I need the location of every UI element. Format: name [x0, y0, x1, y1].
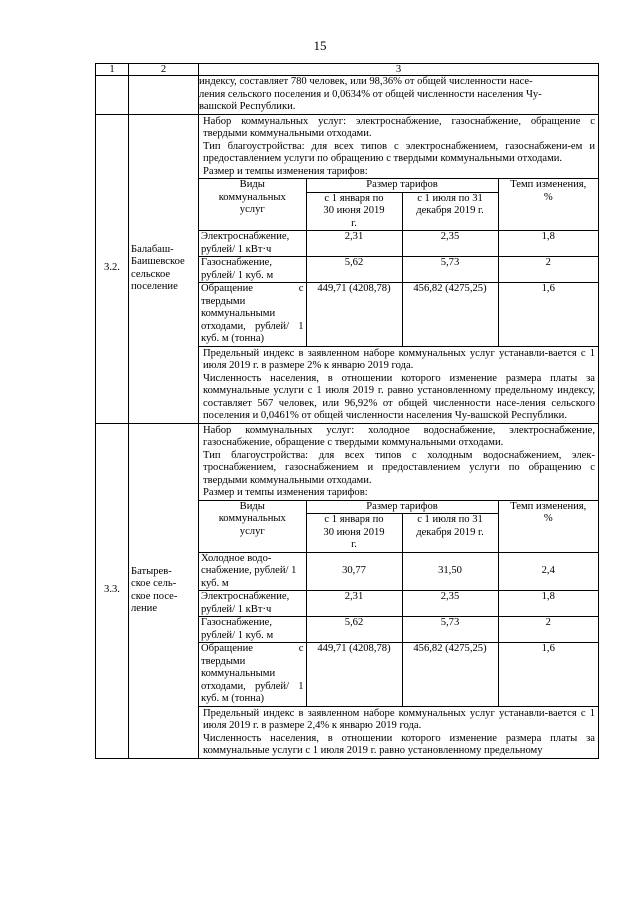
- settlement-name-line: Батырев-: [131, 565, 172, 577]
- continuation-line: ления сельского поселения и 0,0634% от общей численности населения Чу-: [199, 88, 542, 100]
- tariff-header-size: Размер тарифов: [306, 179, 498, 193]
- tariff-rate: 1,8: [498, 591, 598, 617]
- settlement-name: [129, 423, 199, 758]
- tariff-period-1: 2,31: [306, 591, 402, 617]
- tariff-header-kind: Виды коммунальных услуг: [199, 500, 306, 552]
- settlement-name-line: ское посе-: [131, 590, 178, 602]
- tariff-header-period-2: с 1 июля по 31 декабря 2019 г.: [402, 514, 498, 553]
- row-3-2: [96, 114, 599, 423]
- document-table: [95, 63, 599, 759]
- settlement-name: [129, 114, 199, 423]
- tariff-rate: 1,6: [498, 283, 598, 347]
- tariff-header-kind: Виды коммунальных услуг: [199, 179, 306, 231]
- tariff-table: [199, 178, 598, 347]
- tariff-row: [199, 283, 598, 347]
- tariff-period-2: 456,82 (4275,25): [402, 643, 498, 707]
- tariff-period-2: 456,82 (4275,25): [402, 283, 498, 347]
- limit-index-text: Предельный индекс в заявленном наборе коммунальных услуг устанавли-вается с 1 июля 2019 г. в размере 2% к январю 2019 года.: [203, 347, 595, 371]
- improvement-type: Тип благоустройства: для всех типов с холодным водоснабжением, элек-троснабжением, газоснабжением и предоставлением услуги по обращению с твердыми коммунальными отходами.: [203, 449, 595, 486]
- tariff-period-2: 2,35: [402, 231, 498, 257]
- tariff-header-period-1: с 1 января по 30 июня 2019 г.: [306, 192, 402, 231]
- tariff-row: [199, 591, 598, 617]
- population-text: Численность населения, в отношении которого изменение размера платы за коммунальные услуги с 1 июля 2019 г. равно установленному предельному индексу, составляет 567 человек, или 96,92% от общей численности насе-ления сельского поселения и 0,0461% от общей численности населения Чу-вашской Республики.: [203, 372, 595, 421]
- tariff-kind: Газоснабжение, рублей/ 1 куб. м: [199, 617, 306, 643]
- row-content: [199, 114, 599, 423]
- tariff-period-2: 5,73: [402, 257, 498, 283]
- tariff-kind: Обращение с твердыми коммунальными отходами, рублей/ 1 куб. м (тонна): [199, 283, 306, 347]
- row-content: [199, 423, 599, 758]
- continuation-line: индексу, составляет 780 человек, или 98,36% от общей численности насе-: [199, 76, 533, 87]
- settlement-name-line: Балабаш-: [131, 243, 174, 255]
- page-number: 15: [313, 38, 327, 53]
- tariff-header-size: Размер тарифов: [306, 500, 498, 514]
- population-text: Численность населения, в отношении которого изменение размера платы за коммунальные услуги с 1 июля 2019 г. равно установленному предельному: [203, 732, 595, 756]
- settlement-name-line: сельское: [131, 268, 171, 280]
- settlement-name-line: ление: [131, 603, 158, 614]
- tariff-period-1: 449,71 (4208,78): [306, 643, 402, 707]
- tariff-rate: 2,4: [498, 552, 598, 591]
- services-set: Набор коммунальных услуг: электроснабжение, газоснабжение, обращение с твердыми коммунальными отходами.: [203, 115, 595, 139]
- tariff-table: [199, 500, 598, 707]
- header-row: [96, 64, 599, 76]
- continuation-line: вашской Республики.: [199, 101, 296, 112]
- tariff-rate: 1,6: [498, 643, 598, 707]
- tariff-rate: 2: [498, 617, 598, 643]
- tariff-period-2: 31,50: [402, 552, 498, 591]
- tariff-period-1: 449,71 (4208,78): [306, 283, 402, 347]
- tariff-period-1: 5,62: [306, 257, 402, 283]
- tariff-caption: Размер и темпы изменения тарифов:: [203, 487, 368, 498]
- tariff-row: [199, 231, 598, 257]
- tariff-row: [199, 552, 598, 591]
- settlement-name-line: поселение: [131, 281, 178, 292]
- header-col-3: 3: [199, 64, 599, 76]
- header-col-2: 2: [129, 64, 199, 76]
- tariff-period-1: 30,77: [306, 552, 402, 591]
- tariff-kind: Газоснабжение, рублей/ 1 куб. м: [199, 257, 306, 283]
- tariff-period-2: 5,73: [402, 617, 498, 643]
- tariff-period-1: 2,31: [306, 231, 402, 257]
- tariff-period-2: 2,35: [402, 591, 498, 617]
- tariff-row: [199, 257, 598, 283]
- header-col-1: 1: [96, 64, 129, 76]
- row-3-3: [96, 423, 599, 758]
- tariff-caption: Размер и темпы изменения тарифов:: [203, 165, 368, 177]
- tariff-rate: 2: [498, 257, 598, 283]
- improvement-type: Тип благоустройства: для всех типов с электроснабжением, газоснабжени-ем и предоставлением услуги по обращению с твердыми коммунальными отходами.: [203, 140, 595, 164]
- tariff-kind: Электроснабжение, рублей/ 1 кВт·ч: [199, 591, 306, 617]
- tariff-kind: Электроснабжение, рублей/ 1 кВт·ч: [199, 231, 306, 257]
- settlement-name-line: ское сель-: [131, 578, 177, 589]
- tariff-header-rate: Темп изменения, %: [498, 179, 598, 231]
- tariff-header-period-2: с 1 июля по 31 декабря 2019 г.: [402, 192, 498, 231]
- tariff-kind: Обращение с твердыми коммунальными отходами, рублей/ 1 куб. м (тонна): [199, 643, 306, 707]
- services-set: Набор коммунальных услуг: холодное водоснабжение, электроснабжение, газоснабжение, обращение с твердыми коммунальными отходами.: [203, 424, 595, 448]
- tariff-header-rate: Темп изменения, %: [498, 500, 598, 552]
- tariff-kind: Холодное водо-снабжение, рублей/ 1 куб. м: [199, 552, 306, 591]
- tariff-row: [199, 643, 598, 707]
- limit-index-text: Предельный индекс в заявленном наборе коммунальных услуг устанавли-вается с 1 июля 2019 г. в размере 2,4% к январю 2019 года.: [203, 707, 595, 731]
- tariff-row: [199, 617, 598, 643]
- settlement-name-line: Баишевское: [131, 256, 185, 267]
- tariff-header-period-1: с 1 января по 30 июня 2019 г.: [306, 514, 402, 553]
- continuation-row: [96, 76, 599, 115]
- row-number: 3.3.: [96, 423, 129, 758]
- row-number: 3.2.: [96, 114, 129, 423]
- tariff-period-1: 5,62: [306, 617, 402, 643]
- tariff-rate: 1,8: [498, 231, 598, 257]
- continuation-text: [199, 76, 599, 115]
